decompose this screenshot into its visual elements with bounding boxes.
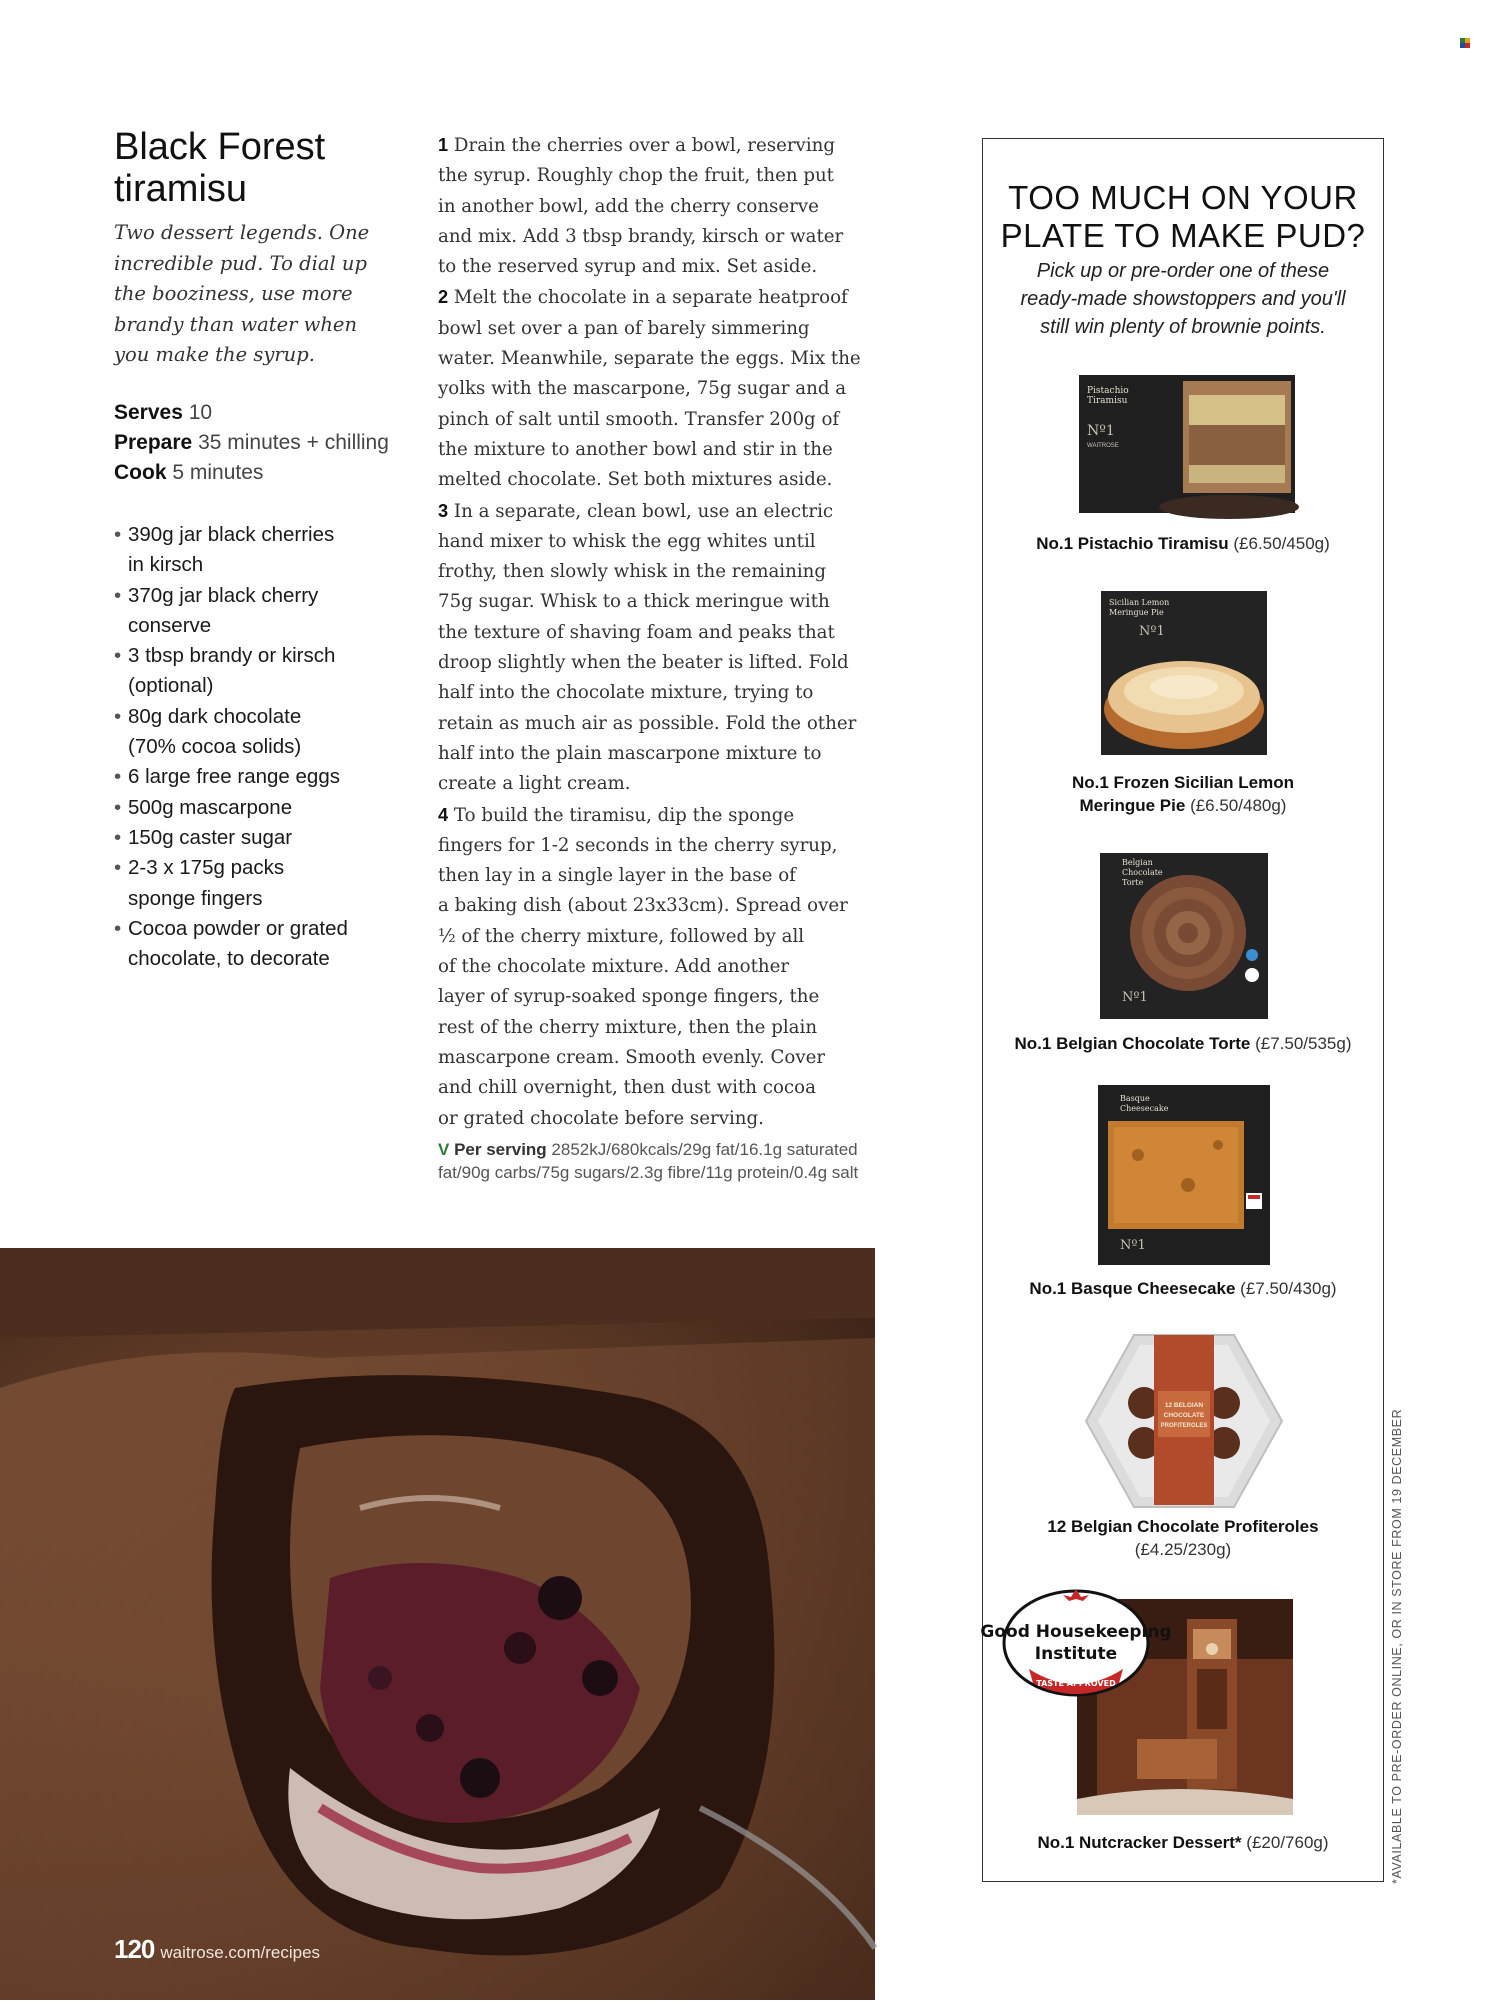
nutrition-info	[438, 1138, 898, 1184]
ingredient-item	[114, 520, 414, 581]
product-name: Meringue Pie	[1079, 796, 1186, 815]
promo-sub-line: Pick up or pre-order one of these	[1036, 260, 1330, 282]
product-nutcracker-dessert[interactable]	[983, 1831, 1383, 1854]
ingredient-item	[114, 853, 414, 914]
method-text-span: bowl set over a pan of barely simmering	[438, 317, 810, 339]
ingredient-text: sponge fingers	[128, 886, 263, 910]
good-housekeeping-badge	[980, 1587, 1172, 1699]
product-belgian-chocolate-torte[interactable]	[983, 1032, 1383, 1055]
recipe-intro	[114, 218, 414, 371]
product-name: 12 Belgian Chocolate Profiteroles	[1047, 1517, 1319, 1536]
product-price: (£4.25/230g)	[1134, 1540, 1232, 1559]
meta-value: 35 minutes + chilling	[198, 431, 389, 454]
method-text-span: and mix. Add 3 tbsp brandy, kirsch or water	[438, 225, 844, 247]
method-text-span: rest of the cherry mixture, then the plain	[438, 1016, 818, 1038]
ingredient-text: (optional)	[128, 674, 214, 698]
method-text-span: 75g sugar. Whisk to a thick meringue with	[438, 591, 830, 613]
ingredient-item	[114, 581, 414, 642]
method-line	[438, 1073, 898, 1103]
method-line	[438, 831, 898, 861]
method-line	[438, 769, 898, 799]
method-text-span: droop slightly when the beater is lifted. Fold	[438, 652, 849, 674]
step-number: 1	[438, 135, 449, 155]
intro-line: the booziness, use more	[114, 282, 353, 305]
ingredient-item	[114, 823, 414, 853]
ingredient-text: • 2-3 x 175g packs	[128, 856, 285, 880]
no1-mark: Nº1	[1087, 423, 1115, 439]
method-text-span: a baking dish (about 23x33cm). Spread over	[438, 895, 848, 917]
method-text-span: frothy, then slowly whisk in the remaining	[438, 561, 827, 583]
no1-mark: Nº1	[1122, 990, 1148, 1005]
ingredient-text: • 500g mascarpone	[128, 795, 293, 819]
nutrition-line	[438, 1138, 898, 1161]
meta-value: 10	[188, 401, 213, 424]
brand-mark: WAITROSE	[1087, 443, 1119, 449]
basque-cheesecake-image	[1098, 1085, 1270, 1265]
method-line	[438, 344, 898, 374]
ingredient-text: conserve	[128, 613, 212, 637]
belgian-chocolate-torte-image	[1100, 853, 1268, 1019]
page-number: 120	[114, 1934, 155, 1964]
method-text-span: Drain the cherries over a bowl, reserving	[453, 135, 835, 156]
no1-mark: Nº1	[1120, 1238, 1146, 1253]
tiramisu-image	[0, 1248, 875, 2000]
method-line	[438, 405, 898, 435]
method-line	[438, 800, 898, 831]
prepare-row	[114, 428, 424, 458]
box-title-text-3: Torte	[1122, 878, 1144, 887]
recipe-title-line: tiramisu	[114, 168, 248, 210]
profiteroles-image	[1084, 1331, 1284, 1511]
recipe-title	[114, 126, 414, 210]
method-line	[438, 982, 898, 1012]
method-text-span: fingers for 1-2 seconds in the cherry syrup,	[438, 834, 838, 856]
method-line	[438, 1013, 898, 1043]
product-name: No.1 Pistachio Tiramisu	[1036, 534, 1229, 553]
ingredient-text: • 370g jar black cherry	[128, 583, 319, 607]
ingredient-text: (70% cocoa solids)	[128, 735, 302, 759]
product-name: No.1 Frozen Sicilian Lemon	[1072, 773, 1294, 792]
method-line	[438, 1043, 898, 1073]
product-price: (£7.50/535g)	[1255, 1034, 1352, 1053]
method-line	[438, 618, 898, 648]
product-price: (£6.50/480g)	[1190, 796, 1287, 815]
method-line	[438, 435, 898, 465]
badge-text-line-3: TASTE APPROVED	[1036, 1679, 1116, 1688]
lemon-meringue-pie-image	[1101, 591, 1267, 755]
method-line	[438, 861, 898, 891]
promo-subheading	[983, 257, 1383, 341]
availability-note: *AVAILABLE TO PRE-ORDER ONLINE, OR IN STORE FROM 19 DECEMBER	[1390, 1408, 1404, 1884]
recipe-meta	[114, 398, 424, 488]
intro-line: you make the syrup.	[114, 343, 315, 366]
badge-text-line-2: Institute	[1034, 1644, 1118, 1664]
method-text-span: melted chocolate. Set both mixtures aside.	[438, 469, 833, 491]
ingredient-item	[114, 914, 414, 975]
method-text-span: ½ of the cherry mixture, followed by all	[438, 925, 805, 947]
intro-line: brandy than water when	[114, 312, 358, 336]
method-line	[438, 314, 898, 344]
method-line	[438, 1104, 898, 1134]
method-line	[438, 282, 898, 313]
method-text-span: the mixture to another bowl and stir in the	[438, 438, 833, 460]
method-text-span: To build the tiramisu, dip the sponge	[453, 804, 795, 826]
method-text-span: or grated chocolate before serving.	[438, 1107, 764, 1129]
promo-heading-line: PLATE TO MAKE PUD?	[1000, 217, 1366, 254]
product-lemon-meringue-pie[interactable]	[983, 771, 1383, 817]
meta-label: Cook	[114, 461, 167, 484]
method-text-span: in another bowl, add the cherry conserve	[438, 195, 819, 217]
method-line	[438, 952, 898, 982]
meta-label: Prepare	[114, 431, 193, 454]
method-line	[438, 161, 898, 191]
method-text-span: to the reserved syrup and mix. Set aside.	[438, 256, 818, 278]
footer-url[interactable]: waitrose.com/recipes	[160, 1943, 321, 1962]
product-profiteroles[interactable]	[983, 1515, 1383, 1561]
method-text-span: Melt the chocolate in a separate heatproof	[453, 287, 848, 309]
promo-sub-line: ready-made showstoppers and you'll	[1020, 288, 1346, 310]
ingredient-text: • 80g dark chocolate	[128, 704, 302, 728]
step-number: 2	[438, 287, 449, 308]
method-text-span: half into the plain mascarpone mixture to	[438, 742, 822, 764]
method-text-span: half into the chocolate mixture, trying to	[438, 682, 814, 704]
product-pistachio-tiramisu[interactable]	[983, 532, 1383, 555]
method-line	[438, 465, 898, 495]
method-text-span: and chill overnight, then dust with cocoa	[438, 1077, 816, 1099]
method-line	[438, 222, 898, 252]
method-line	[438, 587, 898, 617]
method-text-span: yolks with the mascarpone, 75g sugar and a	[438, 378, 847, 400]
ingredient-item	[114, 641, 414, 702]
promo-sub-line: still win plenty of brownie points.	[1040, 316, 1326, 338]
promo-heading-line: TOO MUCH ON YOUR	[1008, 179, 1358, 216]
method-text-span: create a light cream.	[438, 773, 631, 795]
method-text-span: water. Meanwhile, separate the eggs. Mix the	[438, 348, 861, 370]
product-basque-cheesecake[interactable]	[983, 1277, 1383, 1300]
tiramisu-photo	[0, 1248, 875, 2000]
method-text-span: mascarpone cream. Smooth evenly. Cover	[438, 1046, 826, 1068]
nutrition-values-1: 2852kJ/680kcals/29g fat/16.1g saturated	[551, 1140, 858, 1159]
method-line	[438, 678, 898, 708]
ingredients-list	[114, 520, 414, 974]
method-line	[438, 709, 898, 739]
badge-text-line-1: Good Housekeeping	[980, 1622, 1172, 1642]
method-text-span: retain as much air as possible. Fold the other	[438, 712, 857, 734]
promo-box	[982, 138, 1384, 1882]
step-number: 4	[438, 804, 449, 825]
recipe-title-line: Black Forest	[114, 126, 326, 168]
method-text-span: the syrup. Roughly chop the fruit, then put	[438, 165, 834, 187]
box-title-text: Sicilian Lemon	[1109, 598, 1170, 607]
method-text	[438, 130, 898, 1134]
product-price: (£20/760g)	[1246, 1833, 1329, 1852]
product-name: No.1 Belgian Chocolate Torte	[1014, 1034, 1251, 1053]
nutrition-values-2: fat/90g carbs/75g sugars/2.3g fibre/11g protein/0.4g salt	[438, 1163, 859, 1182]
no1-mark: Nº1	[1139, 624, 1165, 639]
method-line	[438, 130, 898, 161]
method-text-span: layer of syrup-soaked sponge fingers, the	[438, 986, 820, 1008]
method-text-span: then lay in a single layer in the base of	[438, 865, 796, 887]
method-line	[438, 891, 898, 921]
ingredient-item	[114, 793, 414, 823]
box-title-text-2: Chocolate	[1122, 868, 1163, 877]
box-title-text: Belgian	[1122, 858, 1153, 867]
per-serving-label: Per serving	[454, 1140, 547, 1159]
ingredient-text: • Cocoa powder or grated	[128, 916, 348, 940]
meta-value: 5 minutes	[172, 461, 264, 484]
ingredient-item	[114, 702, 414, 763]
method-line	[438, 527, 898, 557]
method-text-span: pinch of salt until smooth. Transfer 200g of	[438, 408, 840, 430]
ingredient-text: • 3 tbsp brandy or kirsch	[128, 644, 336, 668]
page-footer	[114, 1934, 320, 1965]
intro-line: incredible pud. To dial up	[114, 251, 367, 275]
cook-row	[114, 458, 424, 488]
method-line	[438, 192, 898, 222]
step-number: 3	[438, 500, 449, 521]
method-line	[438, 557, 898, 587]
meta-label: Serves	[114, 401, 183, 424]
method-line	[438, 496, 898, 527]
box-title-text-2: Cheesecake	[1120, 1104, 1169, 1113]
serves-row	[114, 398, 424, 428]
vegetarian-mark: V	[438, 1140, 450, 1159]
method-text-span: hand mixer to whisk the egg whites until	[438, 530, 816, 552]
box-title-text: Basque	[1120, 1094, 1150, 1103]
method-line	[438, 252, 898, 282]
ingredient-text: • 6 large free range eggs	[128, 765, 340, 789]
product-name: No.1 Basque Cheesecake	[1029, 1279, 1236, 1298]
method-line	[438, 739, 898, 769]
method-text-span: In a separate, clean bowl, use an electric	[453, 500, 834, 522]
method-text-span: of the chocolate mixture. Add another	[438, 956, 790, 978]
product-name: No.1 Nutcracker Dessert*	[1037, 1833, 1242, 1852]
box-label-text: 12 BELGIAN	[1164, 1402, 1204, 1409]
ingredient-text: • 390g jar black cherries	[128, 523, 335, 546]
method-line	[438, 922, 898, 952]
ingredient-text: in kirsch	[128, 553, 204, 577]
intro-line: Two dessert legends. One	[114, 221, 370, 244]
pistachio-tiramisu-image	[1079, 375, 1295, 513]
method-line	[438, 374, 898, 404]
method-line	[438, 648, 898, 678]
method-text-span: the texture of shaving foam and peaks that	[438, 621, 835, 643]
box-title-text-2: Tiramisu	[1087, 396, 1128, 406]
product-price: (£6.50/450g)	[1233, 534, 1330, 553]
corner-color-mark	[1460, 38, 1470, 48]
ingredient-text: chocolate, to decorate	[128, 947, 330, 971]
box-title-text: Pistachio	[1087, 386, 1129, 396]
promo-heading	[983, 179, 1383, 255]
product-price: (£7.50/430g)	[1240, 1279, 1337, 1298]
box-title-text-2: Meringue Pie	[1109, 608, 1164, 617]
ingredient-text: • 150g caster sugar	[128, 825, 293, 849]
box-label-text-2: CHOCOLATE	[1163, 1412, 1205, 1419]
box-label-text-3: PROFITEROLES	[1160, 1423, 1208, 1429]
ingredient-item	[114, 762, 414, 792]
